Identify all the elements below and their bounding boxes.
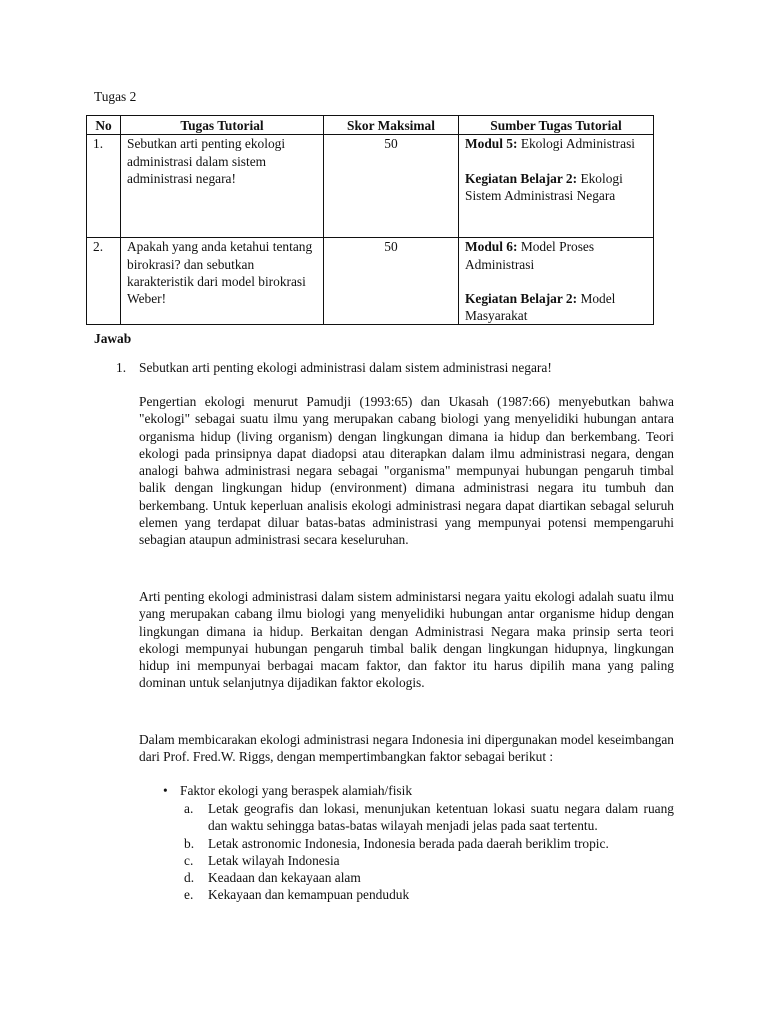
bullet-icon: • [163,783,168,798]
list-item [184,835,674,852]
bullet-text: Faktor ekologi yang beraspek alamiah/fisik [180,783,413,798]
module-label: Modul 6: [465,239,518,255]
question-number: 1. [116,360,127,375]
row-score: 50 [324,238,459,325]
list-item-text: Letak wilayah Indonesia [208,852,340,868]
list-item [184,852,674,869]
answer-heading: Jawab [94,331,132,346]
list-item-label: c. [184,852,194,868]
list-item [184,869,674,886]
row-source [459,135,654,238]
header-no: No [87,116,121,135]
list-item-text: Keadaan dan kekayaan alam [208,870,361,886]
row-number: 2. [87,238,121,325]
module-text: Ekologi Administrasi [520,136,636,152]
answer-paragraph-2: Arti penting ekologi administrasi dalam sistem administarsi negara yaitu ekologi adalah suatu ilmu yang merupakan cabang ilmu biologi yang menyelidiki hubungan antar organisme hidup dengan lingkungan dimana ia hidup. Berkaitan dengan Administrasi Negara maka prinsip serta teori ekologi mempunyai hubungan pengaruh timbal balik dengan lingkungan hidupnya, lingkungan hidup ini mempunyai berbagai macam faktor, dan faktor itu harus dipilih mana yang paling dominan untuk selanjutnya dijadikan faktor ekologis. [139,589,674,691]
assignment-table [86,115,654,325]
list-item-text: Kekayaan dan kemampuan penduduk [208,887,410,903]
row-source [459,238,654,325]
list-item [184,886,674,903]
row-number: 1. [87,135,121,238]
answer-paragraph-3: Dalam membicarakan ekologi administrasi negara Indonesia ini dipergunakan model keseimbangan dari Prof. Fred.W. Riggs, dengan mempertimbangkan faktor sebagai berikut : [139,732,674,765]
list-item-label: d. [184,870,195,886]
list-item-text: Letak astronomic Indonesia, Indonesia berada pada daerah beriklim tropic. [208,835,609,851]
list-item-label: a. [184,801,194,816]
module-text: Model Proses Administrasi [465,239,595,272]
header-sumber-tugas: Sumber Tugas Tutorial [459,116,654,135]
activity-text: Model Masyarakat [465,290,616,324]
row-task: Apakah yang anda ketahui tentang birokrasi? dan sebutkan karakteristik dari model birokrasi Weber! [121,238,324,325]
sub-list [184,800,674,904]
activity-label: Kegiatan Belajar 2: [465,170,578,186]
table-row [87,238,654,325]
header-skor-maksimal: Skor Maksimal [324,116,459,135]
list-item-label: e. [184,887,194,903]
question-text: Sebutkan arti penting ekologi administrasi dalam sistem administrasi negara! [139,360,552,375]
activity-text: Ekologi Sistem Administrasi Negara [465,170,623,203]
row-task: Sebutkan arti penting ekologi administrasi dalam sistem administrasi negara! [121,135,324,238]
bullet-list [160,782,680,799]
table-header-row [87,116,654,135]
activity-label: Kegiatan Belajar 2: [465,290,578,306]
list-item-label: b. [184,835,195,851]
list-item-text: Letak geografis dan lokasi, menunjukan ketentuan lokasi suatu negara dalam ruang dan waktu sehingga batas-batas wilayah menjadi jelas pada saat tertentu. [208,801,674,834]
table-row [87,135,654,238]
list-item [184,800,674,835]
answer-paragraph-1: Pengertian ekologi menurut Pamudji (1993:65) dan Ukasah (1987:66) menyebutkan bahwa "ekologi" sebagai suatu ilmu yang merupakan cabang biologi yang menyelidiki hubungan antara organisma hidup (living organism) dengan lingkungan dimana ia hidup dan berkembang. Teori ekologi pada prinsipnya dapat diadopsi atau diterapkan dalam ilmu administrasi negara, dengan analogi bahwa administrasi negara sebagai "organisma" mempunyai hubungan pengaruh timbal balik dengan lingkungan hidup (environment) dimana administrasi negara itu tumbuh dan berkembang. Untuk keperluan analisis ekologi administrasi negara dapat diartikan sebagal seluruh elemen yang terdapat diluar batas-batas administrasi yang mempunyai potensi mempengaruhi sebagian ataupun administrasi secara keseluruhan. [139,394,674,548]
list-item [160,782,680,799]
row-score: 50 [324,135,459,238]
module-label: Modul 5: [465,136,518,152]
document-title: Tugas 2 [94,89,137,104]
header-tugas-tutorial: Tugas Tutorial [121,116,324,135]
